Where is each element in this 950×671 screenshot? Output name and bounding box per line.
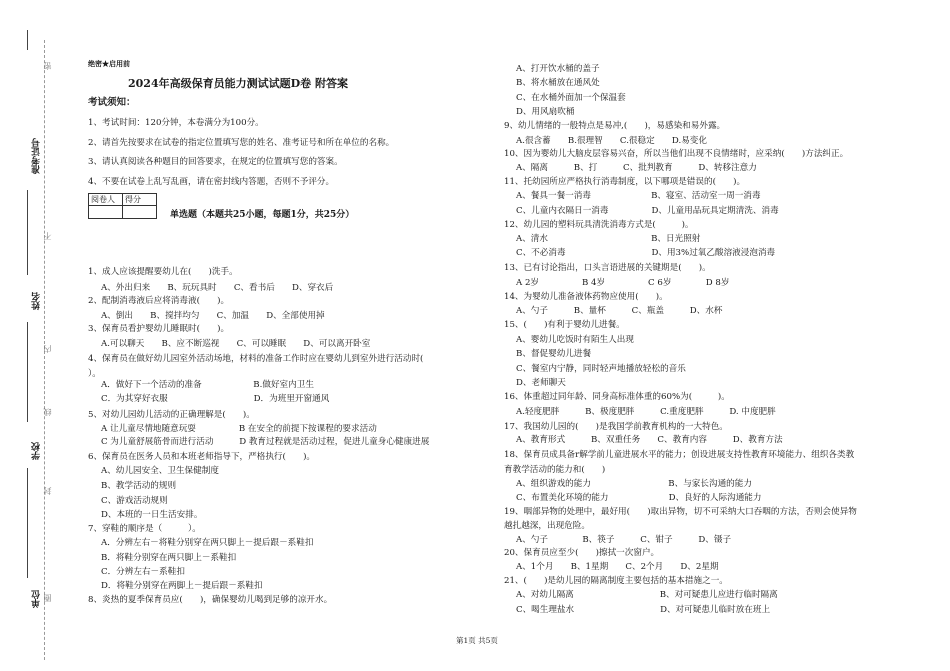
- question-line: C、不必消毒 D、用3%过氧乙酸溶液浸泡消毒: [516, 248, 776, 258]
- question-line: 育教学活动的能力和( ): [504, 465, 606, 475]
- question-line: 12、幼儿园的塑料玩具清洗消毒方式是( )。: [504, 220, 694, 230]
- question-line: 6、保育员在医务人员和本班老师指导下，严格执行( )。: [88, 452, 316, 462]
- question-line: A 2岁 B 4岁 C 6岁 D 8岁: [516, 278, 730, 288]
- question-line: 7、穿鞋的顺序是（ ）。: [88, 524, 201, 534]
- question-line: A．分辨左右－将鞋分别穿在两只脚上－提后跟－系鞋扣: [101, 538, 314, 548]
- seal-mark: 不: [43, 232, 52, 240]
- seal-mark: 密: [43, 62, 52, 70]
- instruction-item: 1、考试时间：120分钟，本卷满分为100分。: [88, 118, 264, 128]
- label-admission-number: 准考证号: [32, 138, 42, 174]
- score-cell[interactable]: [123, 206, 157, 219]
- question-line: 14、为婴幼儿准备液体药物应使用( )。: [504, 292, 668, 302]
- question-line: 1、成人应该提醒要幼儿在( )洗手。: [88, 267, 238, 277]
- question-line: A．做好下一个活动的准备 B.做好室内卫生: [101, 380, 314, 390]
- score-header: 得分: [123, 194, 157, 206]
- instruction-item: 2、请首先按要求在试卷的指定位置填写您的姓名、准考证号和所在单位的名称。: [88, 138, 395, 148]
- question-line: 16、体重超过同年龄、同身高标准体重的60%为( )。: [504, 392, 730, 402]
- question-line: 5、对幼儿园幼儿活动的正确理解是( )。: [88, 410, 255, 420]
- question-line: A.很含蓄 B.很理智 C.很稳定 D.易变化: [516, 136, 707, 146]
- question-line: C、喝生理盐水 D、对可疑患儿临时放在班上: [516, 605, 771, 615]
- question-line: B、将水桶放在通风处: [516, 78, 600, 88]
- question-line: C、餐室内宁静，同时轻声地播放轻松的音乐: [516, 364, 686, 374]
- question-line: A、打开饮水桶的盖子: [516, 64, 600, 74]
- question-line: C．分辨左右－系鞋扣: [101, 567, 185, 577]
- question-line: A、幼儿园安全、卫生保健制度: [101, 466, 219, 476]
- question-line: 17、我国幼儿园的( )是我国学前教育机构的一大特色。: [504, 422, 728, 432]
- seal-mark: 内: [43, 345, 52, 353]
- question-line: 15、( )有利于婴幼儿进餐。: [504, 320, 625, 330]
- seal-mark: 封: [43, 487, 52, 495]
- question-line: 19、咽部异物的处理中，最好用( )取出异物，切不可采纳大口吞咽的方法，否则会使异物: [504, 507, 857, 517]
- question-line: A、隔离 B、打 C、批判教育 D、转移注意力: [516, 163, 757, 173]
- label-unit: 单位: [32, 590, 42, 608]
- seal-mark: 线: [43, 408, 52, 416]
- question-line: A、倒出 B、搅拌均匀 C、加温 D、全部使用掉: [101, 311, 325, 321]
- instructions-heading: 考试须知：: [88, 97, 136, 108]
- question-line: 越扎越深，出现危险。: [504, 521, 590, 531]
- question-line: B、教学活动的规则: [101, 481, 177, 491]
- confidential-mark: 绝密★启用前: [88, 59, 130, 68]
- question-line: 2、配制消毒液后应将消毒液( )。: [88, 296, 230, 306]
- question-line: A、1个月 B、1星期 C、2个月 D、2星期: [516, 562, 719, 572]
- question-line: A、教育形式 B、双重任务 C、教育内容 D、教育方法: [516, 435, 783, 445]
- question-line: A、外出归来 B、玩玩具时 C、看书后 D、穿衣后: [101, 283, 334, 293]
- question-line: 8、炎热的夏季保育员应( )，确保婴幼儿喝到足够的凉开水。: [88, 595, 333, 605]
- blank-line: [27, 322, 28, 422]
- binding-margin: [0, 0, 62, 671]
- question-line: A.轻度肥胖 B、极度肥胖 C.重度肥胖 D. 中度肥胖: [516, 407, 776, 417]
- question-line: C 为儿童舒展筋骨而进行活动 D 教育过程就是活动过程，促进儿童身心健康进展: [101, 437, 430, 447]
- page-number: 第1页 共5页: [456, 636, 498, 645]
- reviewer-header: 阅卷人: [89, 194, 123, 206]
- score-table: [88, 193, 157, 219]
- blank-line: [27, 468, 28, 578]
- seal-mark: 圈: [43, 594, 52, 602]
- question-line: 21、( )是幼儿园的隔离制度主要包括的基本措施之一。: [504, 576, 728, 586]
- question-line: 10、因为婴幼儿大脑皮层容易兴奋，所以当他们出现不良情绪时，应采纳( )方法纠正。: [504, 149, 849, 159]
- question-line: C、在水桶外面加一个保温套: [516, 93, 626, 103]
- question-line: A、清水 B、日光照射: [516, 234, 701, 244]
- question-line: D．将鞋分别穿在两脚上－提后跟－系鞋扣: [101, 581, 263, 591]
- question-line: 18、保育员成具备r解学前儿童进展水平的能力；创设进展支持性教育环境能力、组织各类教: [504, 450, 855, 460]
- question-line: D、本班的一日生活安排。: [101, 510, 203, 520]
- question-line: 4、保育员在做好幼儿园室外活动场地，材料的准备工作时应在婴幼儿到室外进行活动时(: [88, 354, 424, 364]
- question-line: A、勺子 B、量杯 C、瓶盖 D、水杯: [516, 306, 723, 316]
- question-line: 11、托幼园所应严格执行消毒制度，以下哪项是错误的( )。: [504, 177, 746, 187]
- section-title: 单选题（本题共25小题，每题1分，共25分）: [170, 210, 355, 220]
- question-line: A、组织游戏的能力 B、与家长沟通的能力: [516, 479, 752, 489]
- question-line: 9、幼儿情绪的一般特点是易冲,( )，易感染和易外露。: [504, 121, 726, 131]
- question-line: B．将鞋分别穿在两只脚上－系鞋扣: [101, 553, 237, 563]
- blank-line: [27, 30, 28, 50]
- question-line: A 让儿童尽情地随意玩耍 B 在安全的前提下按课程的要求活动: [101, 424, 377, 434]
- question-line: C、儿童内衣隔日一消毒 D、儿童用品玩具定期清洗、消毒: [516, 206, 779, 216]
- blank-line: [27, 190, 28, 275]
- question-line: A、勺子 B、筷子 C、钳子 D、镊子: [516, 535, 732, 545]
- label-name: 姓名: [32, 292, 42, 310]
- question-line: 3、保育员看护婴幼儿睡眠时( )。: [88, 324, 230, 334]
- instruction-item: 4、不要在试卷上乱写乱画，请在密封线内答题，否则不予评分。: [88, 177, 335, 187]
- question-line: 13、已有讨论指出，口头言语进展的关键期是( )。: [504, 263, 711, 273]
- question-line: C、布置美化环境的能力 D、良好的人际沟通能力: [516, 493, 762, 503]
- question-line: C、游戏活动规则: [101, 496, 168, 506]
- question-line: 20、保育员应至少( )擦拭一次窗户。: [504, 548, 660, 558]
- reviewer-cell[interactable]: [89, 206, 123, 219]
- question-line: A、婴幼儿吃饭时有陌生人出现: [516, 335, 634, 345]
- question-line: A、餐具一餐一消毒 B、寝室、活动室一周一消毒: [516, 191, 761, 201]
- question-line: ）。: [88, 369, 101, 379]
- question-line: C．为其穿好衣服 D．为班里开窗通风: [101, 394, 330, 404]
- instruction-item: 3、请认真阅读各种题目的回答要求，在规定的位置填写您的答案。: [88, 157, 343, 167]
- question-line: A、对幼儿隔离 B、对可疑患儿应进行临时隔离: [516, 590, 778, 600]
- question-line: B、督促婴幼儿进餐: [516, 349, 592, 359]
- page-title: 2024年高级保育员能力测试试题D卷 附答案: [128, 77, 348, 90]
- label-school: 学校: [32, 442, 42, 460]
- question-line: D、老师聊天: [516, 378, 566, 388]
- question-line: A.可以聊天 B、应不断巡视 C、可以睡眠 D、可以离开卧室: [101, 339, 371, 349]
- question-line: D、用风扇吹桶: [516, 107, 575, 117]
